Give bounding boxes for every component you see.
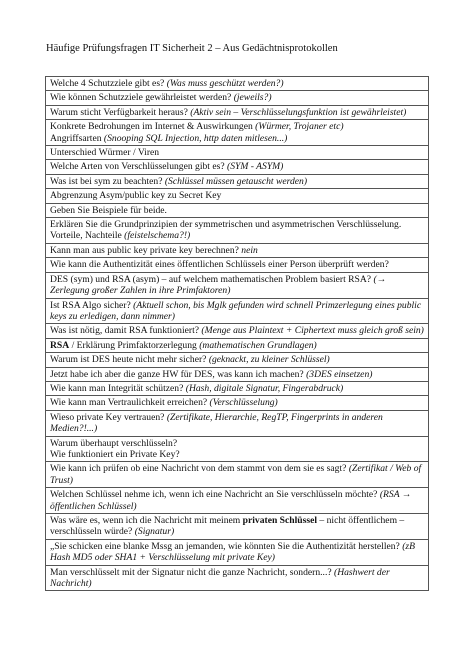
question-row [46,203,429,217]
answer-hint: (geknackt, zu kleiner Schlüssel) [208,354,330,366]
question-cell [46,462,429,488]
answer-hint: (mathematischen Grundlagen) [199,339,317,351]
question-text: Was ist nötig, damit RSA funktioniert? [50,325,202,337]
answer-hint: (Was muss geschützt werden?) [166,78,284,89]
answer-hint: (Würmer, Trojaner etc) [255,121,344,133]
answer-hint: (Hash, digitale Signatur, Fingerabdruck) [185,382,344,394]
question-row [46,353,429,367]
answer-hint: (jeweils?) [233,92,272,104]
question-row [46,298,429,324]
question-row [46,243,429,257]
question-text: / Erklärung Primfaktorzerlegung [69,339,200,351]
answer-hint: (Snooping SQL Injection, http daten mitlesen...) [103,132,288,144]
question-row [46,324,429,338]
question-cell [46,488,429,514]
question-row [46,272,429,298]
answer-hint: (Menge aus Plaintext + Ciphertext muss gleich groß sein) [201,325,424,337]
question-row [46,105,429,119]
question-text: Wie kann man Vertraulichkeit erreichen? [50,397,210,409]
question-text: Jetzt habe ich aber die ganze HW für DES, was kann ich machen? [50,368,307,380]
question-row [46,160,429,174]
question-row [46,77,429,91]
question-text: Welchen Schlüssel nehme ich, wenn ich eine Nachricht an Sie verschlüsseln möchte? [50,489,380,501]
answer-hint: (Hashwert der Nachricht) [50,566,390,590]
answer-hint: (Schlüssel müssen getauscht werden) [164,175,308,187]
answer-hint: (3DES einsetzen) [306,368,373,380]
question-row [46,218,429,244]
question-text: Kann man aus public key private key berechnen? [50,244,242,256]
question-cell [46,396,429,410]
answer-hint: (Verschlüsselung) [209,397,278,409]
question-cell [46,298,429,324]
question-text: Welche 4 Schutzziele gibt es? [50,78,167,89]
question-row [46,410,429,436]
question-row [46,565,429,591]
question-cell [46,174,429,188]
question-cell [46,410,429,436]
question-row [46,338,429,352]
question-row [46,174,429,188]
question-text: Warum ist DES heute nicht mehr sicher? [50,354,209,366]
question-text: Geben Sie Beispiele für beide. [50,204,167,216]
question-text: Warum überhaupt verschlüsseln? [50,437,178,449]
question-row [46,488,429,514]
question-cell [46,338,429,352]
question-row [46,367,429,381]
question-cell [46,189,429,203]
question-row [46,91,429,105]
question-cell [46,91,429,105]
question-text: DES (sym) und RSA (asym) – auf welchem mathematischen Problem basiert RSA? [50,273,374,285]
question-text: – nicht öffentlichem – verschlüsseln würde? [50,515,405,538]
question-text: Abgrenzung Asym/public key zu Secret Key [50,190,222,202]
exam-questions-table [45,76,429,591]
question-row [46,189,429,203]
document-title: Häufige Prüfungsfragen IT Sicherheit 2 – Aus Gedächtnisprotokollen [46,43,338,54]
question-row [46,514,429,540]
question-cell [46,243,429,257]
answer-hint: (Signatur) [134,526,175,538]
answer-hint: (→ Zerlegung großer Zahlen in ihre Primfaktoren) [50,273,387,297]
question-text: Warum sticht Verfügbarkeit heraus? [50,106,191,118]
question-row [46,396,429,410]
answer-hint: (feistelschema?!) [124,230,191,242]
answer-hint: (Zertifikat / Web of Trust) [50,463,422,486]
question-cell [46,353,429,367]
question-cell [46,565,429,591]
question-row [46,462,429,488]
question-text: Ist RSA Algo sicher? [50,299,134,311]
question-text: Wie funktioniert ein Private Key? [50,448,180,460]
question-text: Man verschlüsselt mit der Signatur nicht die ganze Nachricht, sondern...? [50,566,334,578]
emphasis-text: RSA [50,339,70,351]
question-row [46,146,429,160]
answer-hint: (Aktuell schon, bis Mglk gefunden wird schnell Primzerlegung eines public keys zu erledigen, dann nimmer) [50,299,422,322]
question-text: Unterschied Würmer / Viren [50,147,160,159]
answer-hint: nein [241,244,258,256]
question-cell [46,218,429,244]
question-row [46,258,429,272]
answer-hint: (Zertifikate, Hierarchie, RegTP, Fingerprints in anderen Medien?!...) [50,411,383,435]
question-row [46,436,429,462]
answer-hint: (Aktiv sein – Verschlüsselungsfunktion ist gewährleistet) [190,106,407,118]
question-row [46,539,429,565]
question-cell [46,146,429,160]
question-cell [46,272,429,298]
question-text: Erklären Sie die Grundprinzipien der symmetrischen und asymmetrischen Verschlüsselung. Vorteile, Nachteile [50,219,402,242]
question-cell [46,160,429,174]
question-cell [46,381,429,395]
question-cell [46,367,429,381]
question-text: Konkrete Bedrohungen im Internet & Auswirkungen [50,121,256,133]
question-cell [46,203,429,217]
answer-hint: (zB Hash MD5 oder SHA1 + Verschlüsselung mit private Key) [50,540,415,564]
question-text: Wie kann man Integrität schützen? [50,382,186,394]
question-text: Wie können Schutzziele gewährleistet werden? [50,92,234,104]
question-cell [46,436,429,462]
question-cell [46,258,429,272]
question-text: Was wäre es, wenn ich die Nachricht mit meinem [50,515,243,526]
question-text: Was ist bei sym zu beachten? [50,175,165,187]
question-text: „Sie schicken eine blanke Mssg an jemanden, wie könnten Sie die Authentizität herstellen? [50,540,403,552]
answer-hint: (RSA → öffentlichen Schlüssel) [50,489,412,512]
answer-hint: (SYM - ASYM) [227,161,284,173]
question-text: Wieso private Key vertrauen? [50,411,167,423]
question-text: Angriffsarten [50,132,104,144]
emphasis-text: privaten Schlüssel [242,515,318,526]
exam-questions-body [46,77,429,591]
question-cell [46,105,429,119]
question-text: Wie kann die Authentizität eines öffentlichen Schlüssels einer Person überprüft werden? [50,259,389,271]
question-row [46,120,429,146]
question-text: Welche Arten von Verschlüsselungen gibt es? [50,161,228,173]
question-text: Wie kann ich prüfen ob eine Nachricht von dem stammt von dem sie es sagt? [50,463,349,475]
question-cell [46,77,429,91]
question-cell [46,514,429,540]
question-cell [46,539,429,565]
question-cell [46,324,429,338]
question-row [46,381,429,395]
question-cell [46,120,429,146]
